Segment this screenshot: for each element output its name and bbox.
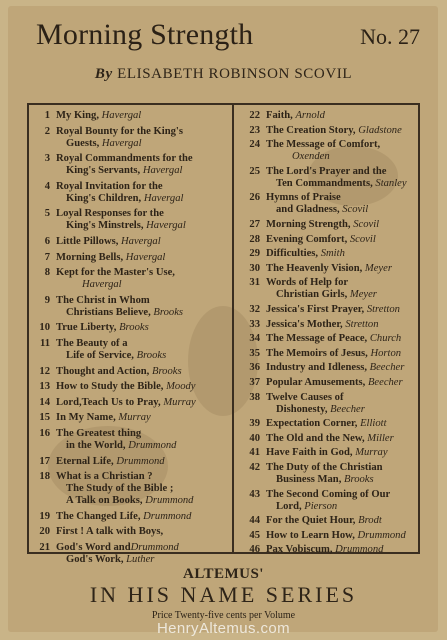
entry-title: Kept for the Master's Use, [56,267,175,279]
entry-title: The Old and the New, [266,432,368,444]
entry-number: 2 [44,125,50,137]
entry-title: The Memoirs of Jesus, [266,347,371,359]
entry-line [266,333,401,346]
entry-title: Expectation Corner, [266,418,361,430]
entry-line [56,471,153,484]
entry-title: Have Faith in God, [266,447,356,459]
entry-title: Jessica's Mother, [266,318,346,330]
entry-title: Dishonesty, [276,403,331,415]
book-title: Morning Strength [36,18,254,51]
entry-title: True Liberty, [56,322,120,334]
entry-line [56,381,196,394]
entry-author: Luther [126,554,155,565]
entry-author: Horton [370,347,402,359]
entry-number: 46 [249,544,260,556]
entry-line [56,295,150,308]
entry-author: Drummond [128,440,177,451]
entry-author: Drummond [143,510,192,522]
entry-line [266,110,325,123]
entry-number: 26 [249,192,260,204]
entry-line [56,397,196,410]
entry-title: Royal Commandments for the [56,153,193,165]
entry-author: Havergal [146,220,186,232]
entry-title: Lord,Teach Us to Pray, [56,396,164,408]
entry-number: 6 [44,236,50,247]
entry-title: The Lord's Prayer and the [266,165,387,177]
entry-line [266,304,400,317]
entry-line [266,447,388,460]
entry-number: 11 [39,338,50,349]
entry-title: In My Name, [56,412,119,424]
entry-number: 33 [249,318,260,330]
entry-author: Murray [118,412,151,424]
entry-number: 44 [249,515,260,527]
entry-line [56,193,183,206]
entry-number: 18 [39,471,50,483]
entry-line [56,440,176,453]
entry-line [266,501,337,514]
entry-author: Arnold [295,110,325,121]
entry-author: Beecher [369,362,405,374]
entry-line [266,166,386,179]
entry-number: 34 [249,333,260,345]
entry-number: 35 [249,347,260,359]
entry-line [56,208,164,221]
entry-author: Havergal [142,165,183,177]
entry-line [56,220,186,233]
entry-title: Jessica's First Prayer, [266,304,367,315]
entry-author: Brooks [136,350,167,361]
entry-line [56,181,163,194]
entry-title: Faith, [266,110,296,121]
price-line: Price Twenty-five cents per Volume [151,610,296,621]
entry-title: Lord, [276,500,305,512]
entry-title: The Creation Story, [266,124,359,136]
entry-author: Brooks [153,306,184,318]
entry-title: Twelve Causes of [266,391,344,403]
entry-author: Church [369,333,402,345]
entry-title: and Gladness, [276,204,343,216]
entry-author: Miller [367,432,394,444]
entry-number: 20 [39,526,50,538]
entry-line [266,319,379,332]
entry-author: Beecher [330,403,365,415]
entry-number: 25 [249,165,260,177]
entry-author: Drummond [335,544,384,556]
entry-author: Meyer [364,262,392,274]
entry-line [266,515,382,528]
entry-author: Havergal [101,137,142,149]
entry-title: The Message of Comfort, [266,139,381,151]
entry-title: King's Children, [66,192,144,204]
entry-title: Popular Amusements, [266,377,368,388]
entry-line [266,348,401,361]
entry-title: Evening Comfort, [266,233,350,245]
entry-title: Life of Service, [66,350,137,361]
entry-number: 16 [39,428,50,439]
entry-title: The Beauty of a [56,338,128,349]
entry-number: 30 [249,262,260,274]
entry-line [56,526,163,539]
entry-number: 5 [44,208,50,220]
entry-line [56,338,128,351]
entry-author: Murray [355,447,388,459]
entry-title: The Changed Life, [56,510,144,522]
entry-title: Little Pillows, [56,236,122,247]
entry-line [266,125,402,138]
entry-number: 19 [39,510,50,522]
entry-line [266,178,407,191]
entry-number: 22 [249,110,260,121]
entry-title: Business Man, [276,474,344,485]
byline [0,66,447,83]
entry-title: The Study of the Bible ; [66,483,174,495]
entry-title: The Christ in Whom [56,294,150,306]
entry-author: Stanley [375,177,407,189]
entry-line [56,138,142,151]
entry-number: 41 [249,447,260,459]
entry-line [56,126,183,139]
entry-line [266,234,376,247]
entry-title: King's Minstrels, [66,220,147,232]
entry-number: 39 [249,418,260,430]
entry-line [266,433,394,446]
entry-line [56,554,154,567]
entry-title: God's Work, [66,554,127,565]
entry-author: Brodt [358,515,382,527]
entry-number: 10 [39,322,50,334]
entry-number: 42 [249,462,260,473]
series-name: IN HIS NAME SERIES [89,582,358,607]
entry-title: Guests, [66,137,102,149]
entry-line [56,483,173,496]
entry-line [266,418,387,431]
entry-number: 29 [249,248,260,260]
entry-title: Morning Bells, [56,251,126,263]
entry-number: 38 [249,391,260,403]
entry-author: Brooks [151,365,182,377]
entry-line [56,110,141,123]
entry-line [266,392,343,405]
entry-author: Moody [166,381,196,393]
entry-number: 3 [44,153,50,165]
entry-author: Havergal [82,279,122,291]
entry-line [266,263,392,276]
entry-title: My King, [56,110,102,121]
entry-number: 45 [249,529,260,541]
entry-title: The Greatest thing [56,428,142,439]
column-divider [232,103,234,554]
entry-number: 15 [39,412,50,424]
entry-number: 40 [249,432,260,444]
entry-author: Smith [320,248,345,260]
entry-title: A Talk on Books, [66,495,146,507]
entry-author: Gladstone [358,124,402,136]
title-row [20,12,430,54]
entry-author: Elliott [360,418,387,430]
entry-line [266,151,330,164]
entry-title: The Second Coming of Our [266,488,391,500]
entry-author: Havergal [101,110,142,121]
entry-number: 12 [39,365,50,377]
entry-author: Havergal [143,192,184,204]
entry-author: Murray [163,396,196,408]
entry-line [56,366,182,379]
entry-title: Loyal Responses for the [56,208,164,220]
entry-number: 21 [39,542,50,553]
entry-title: Difficulties, [266,248,321,260]
entry-number: 4 [44,180,50,192]
entry-title: The Heavenly Vision, [266,262,365,274]
entry-line [56,456,165,469]
entry-title: God's Word and [56,542,131,553]
entry-number: 24 [249,139,260,151]
entry-author: Stretton [366,304,400,315]
entry-title: Pax Vobiscum, [266,544,336,556]
entry-author: Havergal [121,236,161,247]
entry-title: Christian Girls, [276,289,350,301]
entry-number: 7 [44,251,50,263]
entry-line [266,139,380,152]
entry-title: Thought and Action, [56,365,152,377]
entry-line [266,544,383,557]
entry-author: Drummond [357,529,406,541]
entry-title: Industry and Idleness, [266,362,370,374]
entry-title: King's Servants, [66,165,143,177]
entry-author: Brooks [344,474,374,485]
entry-title: First ! A talk with Boys, [56,526,164,538]
entry-title: Words of Help for [266,277,349,289]
entry-title: Morning Strength, [266,219,354,230]
entry-line [56,412,151,425]
entry-author: Stretton [345,318,379,330]
entry-author: Drummond [116,455,165,467]
entry-author: Drummond [130,542,179,553]
entry-line [266,474,374,487]
entry-number: 27 [249,219,260,230]
volume-number: No. 27 [360,24,420,49]
entry-title: What is a Christian ? [56,471,153,483]
watermark: HenryAltemus.com [156,620,291,637]
entry-author: Havergal [125,251,166,263]
entry-line [56,165,182,178]
entry-number: 8 [44,267,50,279]
entry-title: The Message of Peace, [266,333,370,345]
entry-line [56,252,165,265]
entry-line [56,322,149,335]
entry-line [266,277,348,290]
entry-line [56,428,141,441]
entry-author: Scovil [353,219,380,230]
entry-number: 1 [44,110,50,121]
entry-number: 14 [39,396,50,408]
entry-title: Hymns of Praise [266,192,341,204]
entry-line [266,489,390,502]
series-brand: ALTEMUS' [183,566,264,582]
entry-number: 36 [249,362,260,374]
entry-title: Christians Believe, [66,306,154,318]
entry-author: Meyer [349,289,377,301]
entry-number: 9 [44,294,50,306]
entry-line [56,542,179,555]
entry-author: Scovil [342,204,369,216]
entry-title: Royal Invitation for the [56,180,163,192]
entry-line [266,248,345,261]
entry-line [266,192,341,205]
entry-number: 43 [249,488,260,500]
entry-author: Beecher [367,377,403,388]
entry-line [56,153,193,166]
entry-title: Ten Commandments, [276,177,376,189]
entry-line [266,289,377,302]
entry-author: Drummond [145,495,194,507]
entry-line [266,362,404,375]
entry-number: 31 [249,277,260,289]
entry-author: Oxenden [292,151,330,163]
entry-number: 23 [249,124,260,136]
entry-title: How to Study the Bible, [56,381,167,393]
entry-line [266,462,383,475]
entry-line [266,404,365,417]
entry-line [56,495,193,508]
entry-title: in the World, [66,440,129,451]
entry-line [266,377,403,390]
entry-line [56,307,183,320]
entry-author: Brooks [119,322,149,334]
entry-line [266,204,368,217]
entry-title: How to Learn How, [266,529,358,541]
entry-line [266,530,406,543]
byline-prefix: By [94,66,113,82]
entry-title: The Duty of the Christian [266,462,383,473]
entry-number: 32 [249,304,260,315]
entry-title: For the Quiet Hour, [266,515,359,527]
entry-title: Royal Bounty for the King's [56,125,183,137]
entry-title: Eternal Life, [56,455,117,467]
entry-line [56,511,191,524]
entry-line [56,236,161,249]
author-name: ELISABETH ROBINSON SCOVIL [117,66,353,82]
entry-author: Scovil [349,233,376,245]
entry-line [56,267,175,280]
entry-number: 13 [39,381,50,393]
entry-author: Pierson [304,500,338,512]
entry-number: 28 [249,233,260,245]
entry-line [56,279,122,292]
entry-number: 17 [39,455,50,467]
entry-number: 37 [249,377,260,388]
entry-line [56,350,166,363]
entry-line [266,219,379,232]
